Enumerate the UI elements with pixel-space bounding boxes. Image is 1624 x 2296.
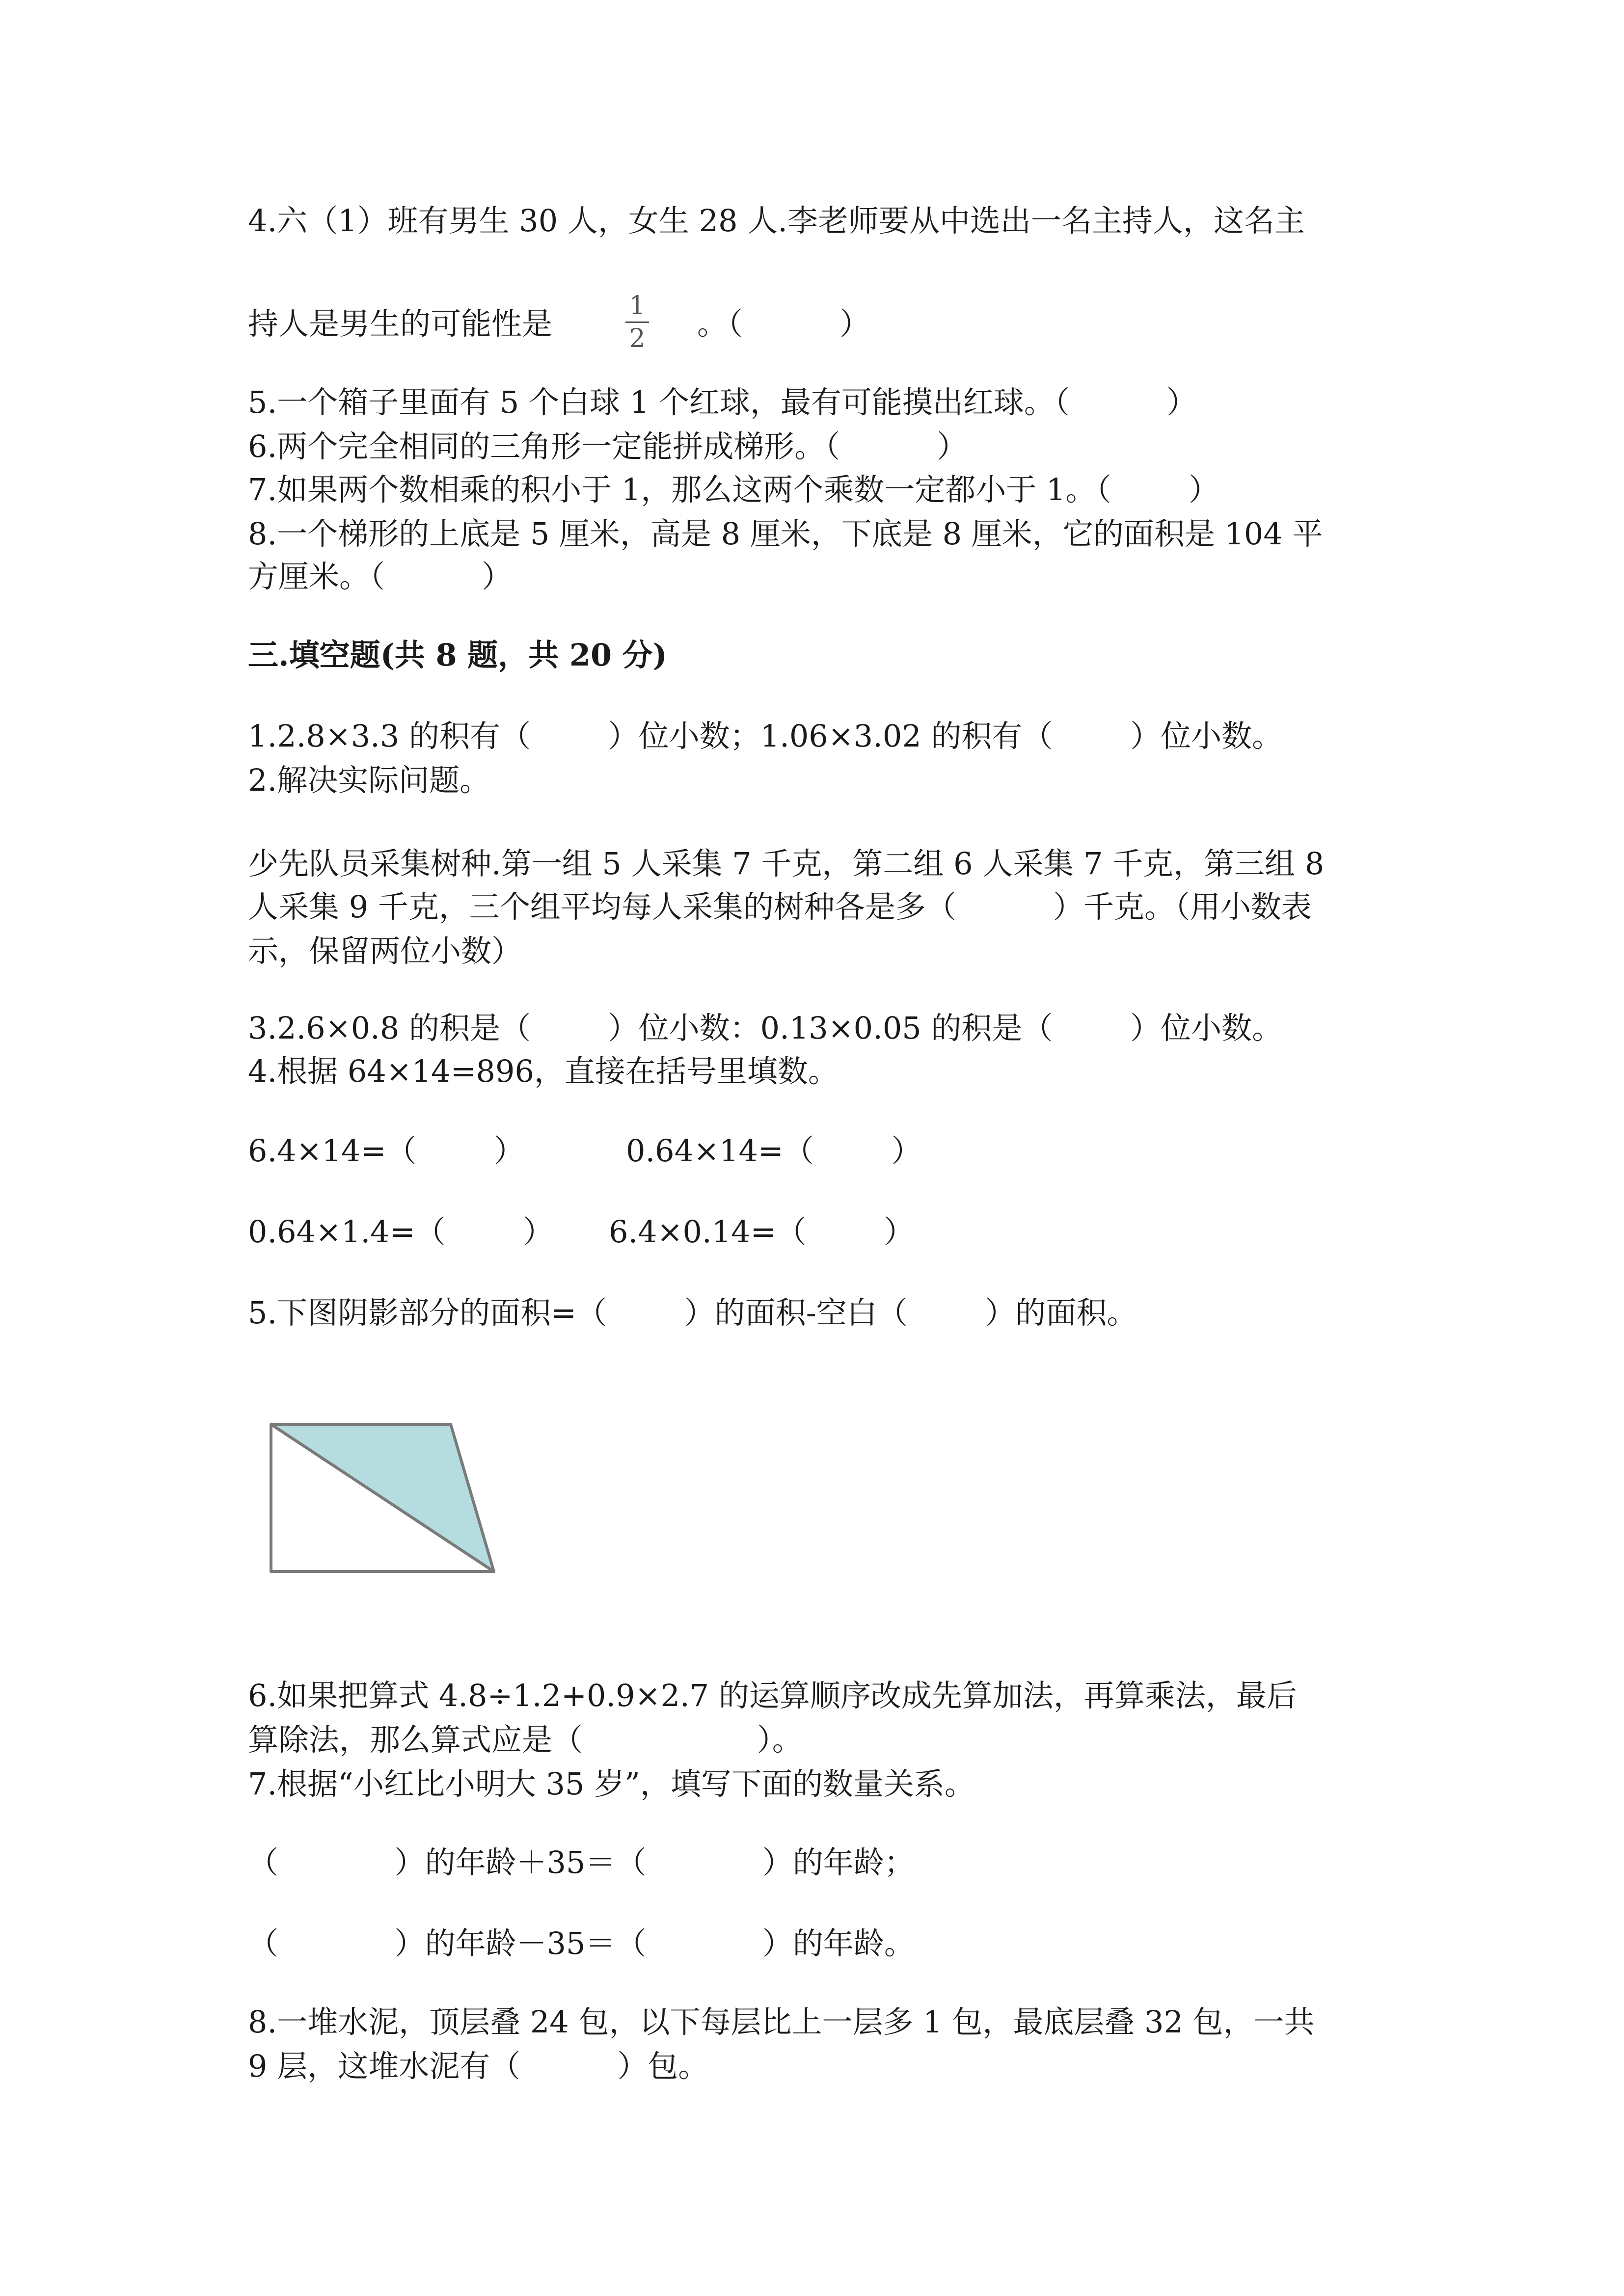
fraction-bar: [625, 321, 649, 323]
judge-q4-line2-after: 。（ ）: [697, 306, 870, 342]
fill-q6-line1: 6.如果把算式 4.8÷1.2+0.9×2.7 的运算顺序改成先算加法，再算乘法，最后: [248, 1678, 1297, 1713]
fill-q8-line2: 9 层，这堆水泥有（ ）包。: [248, 2048, 709, 2084]
section-heading: 三.填空题(共 8 题，共 20 分): [248, 637, 668, 673]
fraction-one-half: [623, 292, 652, 352]
fill-q4-title: 4.根据 64×14=896，直接在括号里填数。: [248, 1053, 839, 1089]
fill-q4-row1-b: 0.64×14=（ ）: [626, 1133, 922, 1169]
fill-q2-line2: 人采集 9 千克，三个组平均每人采集的树种各是多（ ）千克。（用小数表: [248, 889, 1312, 925]
fill-q4-row2-b: 6.4×0.14=（ ）: [609, 1214, 915, 1250]
judge-q7: 7.如果两个数相乘的积小于 1，那么这两个乘数一定都小于 1。（ ）: [248, 472, 1219, 507]
fill-q6-line2: 算除法，那么算式应是（ ）。: [248, 1722, 803, 1758]
fraction-denominator: 2: [629, 324, 646, 353]
judge-q8-line2: 方厘米。（ ）: [248, 559, 513, 594]
judge-q5: 5.一个箱子里面有 5 个白球 1 个红球，最有可能摸出红球。（ ）: [248, 384, 1197, 420]
fill-q2-line3: 示，保留两位小数）: [248, 933, 522, 969]
fill-q8-line1: 8.一堆水泥，顶层叠 24 包，以下每层比上一层多 1 包，最底层叠 32 包，一共: [248, 2004, 1315, 2040]
fill-q4-row2-a: 0.64×1.4=（ ）: [248, 1214, 554, 1250]
fill-q1: 1.2.8×3.3 的积有（ ）位小数；1.06×3.02 的积有（ ）位小数。: [248, 718, 1283, 754]
fill-q4-row1-a: 6.4×14=（ ）: [248, 1133, 525, 1169]
fill-q7-row1: （ ）的年龄＋35＝（ ）的年龄；: [248, 1844, 915, 1880]
judge-q4-line2-before: 持人是男生的可能性是: [248, 306, 553, 342]
fill-q7-title: 7.根据“小红比小明大 35 岁”，填写下面的数量关系。: [248, 1766, 975, 1802]
fill-q2-title: 2.解决实际问题。: [248, 762, 490, 798]
judge-q6: 6.两个完全相同的三角形一定能拼成梯形。（ ）: [248, 428, 968, 464]
fill-q3: 3.2.6×0.8 的积是（ ）位小数：0.13×0.05 的积是（ ）位小数。: [248, 1010, 1283, 1046]
fill-q2-line1: 少先队员采集树种.第一组 5 人采集 7 千克，第二组 6 人采集 7 千克，第三组 8: [248, 846, 1325, 881]
judge-q4-line1: 4.六（1）班有男生 30 人，女生 28 人.李老师要从中选出一名主持人，这名主: [248, 203, 1305, 239]
fraction-numerator: 1: [629, 291, 646, 320]
fill-q7-row2: （ ）的年龄－35＝（ ）的年龄。: [248, 1925, 915, 1961]
shaded-figure: [265, 1418, 501, 1575]
judge-q8-line1: 8.一个梯形的上底是 5 厘米，高是 8 厘米，下底是 8 厘米，它的面积是 104 平: [248, 516, 1323, 552]
fill-q5: 5.下图阴影部分的面积=（ ）的面积-空白（ ）的面积。: [248, 1295, 1137, 1331]
